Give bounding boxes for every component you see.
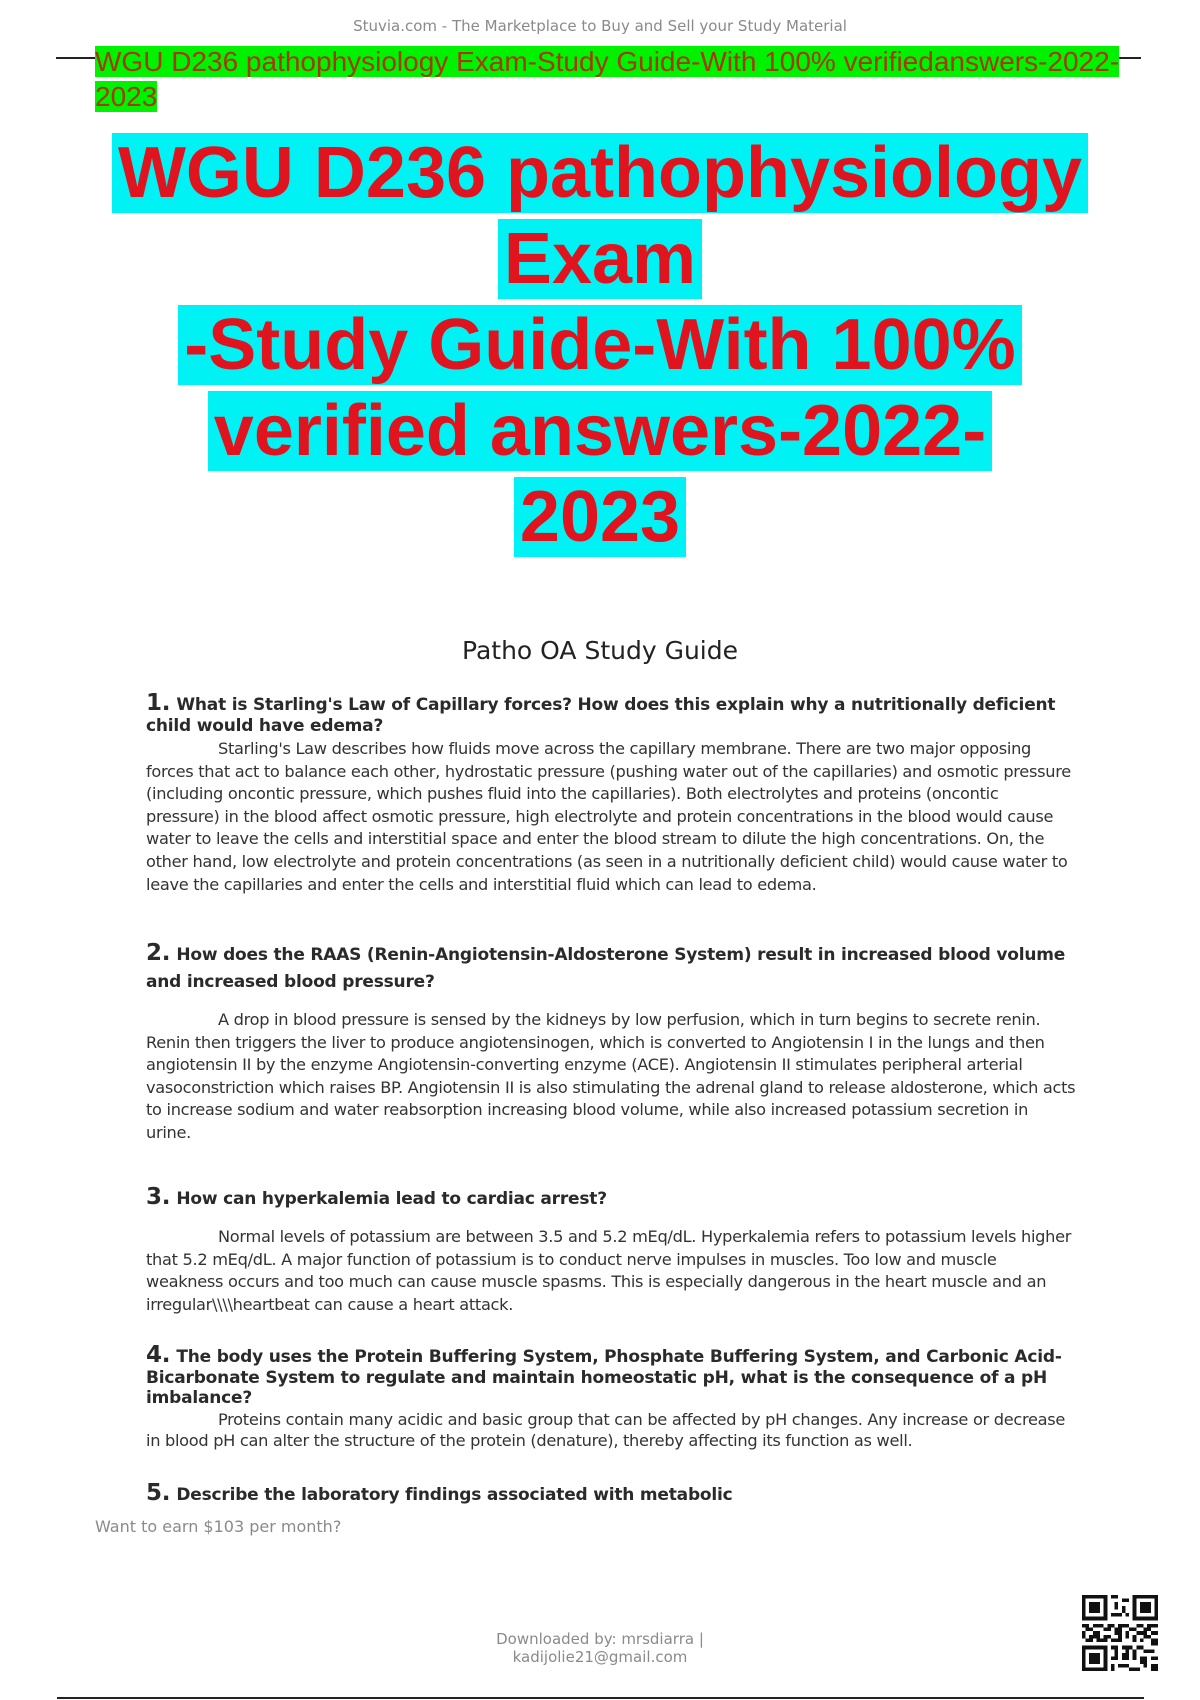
downloaded-by-email: kadijolie21@gmail.com (512, 1648, 688, 1666)
study-guide-heading: Patho OA Study Guide (462, 636, 738, 665)
stuvia-watermark (0, 17, 1200, 45)
question-text: What is Starling's Law of Capillary forces? How does this explain why a nutritionally deficient child would have edema? (146, 695, 1056, 736)
document-main-title (100, 130, 1100, 560)
header-title (95, 44, 1125, 114)
watermark-text: Stuvia.com - The Marketplace to Buy and Sell your Study Material (353, 17, 847, 35)
answer-text: Proteins contain many acidic and basic group that can be affected by pH changes. Any increase or decrease in blood pH can alter the structure of the protein (denature), thereby affecting its function as well. (146, 1409, 1066, 1450)
question-number: 3. (146, 1184, 171, 1210)
qr-code-icon (1082, 1595, 1158, 1671)
answer-text: Starling's Law describes how fluids move across the capillary membrane. There are two major opposing forces that act to balance each other, hydrostatic pressure (pushing water out of the capillaries) and osmotic pressure (including oncontic pressure, which pushes fluid into the capillaries). Both electrolytes and proteins (oncontic pressure) in the blood affect osmotic pressure, high electrolyte and protein concentrations in the blood would cause water to leave the cells and interstitial space and enter the blood stream to dilute the high concentrations. On, the other hand, low electrolyte and protein concentrations (as seen in a nutritionally deficient child) would cause water to leave the capillaries and enter the cells and interstitial fluid which can lead to edema. (146, 739, 1071, 894)
question-number: 1. (146, 690, 171, 716)
question-block-2 (146, 940, 1076, 1145)
question-text: How can hyperkalemia lead to cardiac arrest? (176, 1189, 607, 1209)
title-line-text: -Study Guide-With 100% (178, 305, 1021, 385)
downloaded-by-user: Downloaded by: mrsdiarra | (496, 1630, 704, 1648)
question-heading (146, 940, 1076, 996)
answer-text: A drop in blood pressure is sensed by the kidneys by low perfusion, which in turn begins to secrete renin. Renin then triggers the liver to produce angiotensinogen, which is converted to Angiotensin I in the lungs and then angiotensin II by the enzyme Angiotensin-converting enzyme (ACE). Angiotensin II stimulates peripheral arterial vasoconstriction which raises BP. Angiotensin II is also stimulating the adrenal gland to release aldosterone, which acts to increase sodium and water reabsorption increasing blood volume, while also increased potassium secretion in urine. (146, 1010, 1076, 1142)
question-number: 5. (146, 1480, 171, 1506)
title-line-text: WGU D236 pathophysiology (112, 133, 1088, 213)
title-line (100, 216, 1100, 302)
title-line (100, 474, 1100, 560)
question-block-3 (146, 1184, 1076, 1316)
header-title-text: WGU D236 pathophysiology Exam-Study Guide-With 100% verifiedanswers-2022-2023 (95, 46, 1120, 112)
answer-text: Normal levels of potassium are between 3.5 and 5.2 mEq/dL. Hyperkalemia refers to potassium levels higher that 5.2 mEq/dL. A major function of potassium is to conduct nerve impulses in muscles. Too low and muscle weakness occurs and too much can cause muscle spasms. This is especially dangerous in the heart muscle and an irregular\\\\heartbeat can cause a heart attack. (146, 1227, 1072, 1314)
question-heading (146, 1184, 1076, 1210)
question-heading (146, 690, 1076, 737)
question-text: The body uses the Protein Buffering System, Phosphate Buffering System, and Carbonic Acid-Bicarbonate System to regulate and maintain homeostatic pH, what is the consequence of a pH imbalance? (146, 1347, 1062, 1408)
title-line (100, 388, 1100, 474)
question-text: How does the RAAS (Renin-Angiotensin-Aldosterone System) result in increased blood volume and increased blood pressure? (146, 945, 1066, 992)
downloaded-by-info (0, 1630, 1200, 1666)
question-number: 4. (146, 1342, 171, 1368)
title-line-text: verified answers-2022- (208, 391, 992, 471)
question-heading (146, 1342, 1076, 1409)
title-line (100, 130, 1100, 216)
earn-money-promo-link[interactable]: Want to earn $103 per month? (95, 1517, 342, 1536)
question-text: Describe the laboratory findings associated with metabolic (176, 1485, 733, 1505)
title-line-text: Exam (498, 219, 702, 299)
title-line-text: 2023 (514, 477, 686, 557)
question-heading (146, 1480, 1076, 1506)
question-block-1 (146, 690, 1076, 896)
question-block-4 (146, 1342, 1076, 1452)
question-number: 2. (146, 940, 171, 966)
question-block-5 (146, 1480, 1076, 1506)
title-line (100, 302, 1100, 388)
footer-divider (57, 1697, 1144, 1699)
